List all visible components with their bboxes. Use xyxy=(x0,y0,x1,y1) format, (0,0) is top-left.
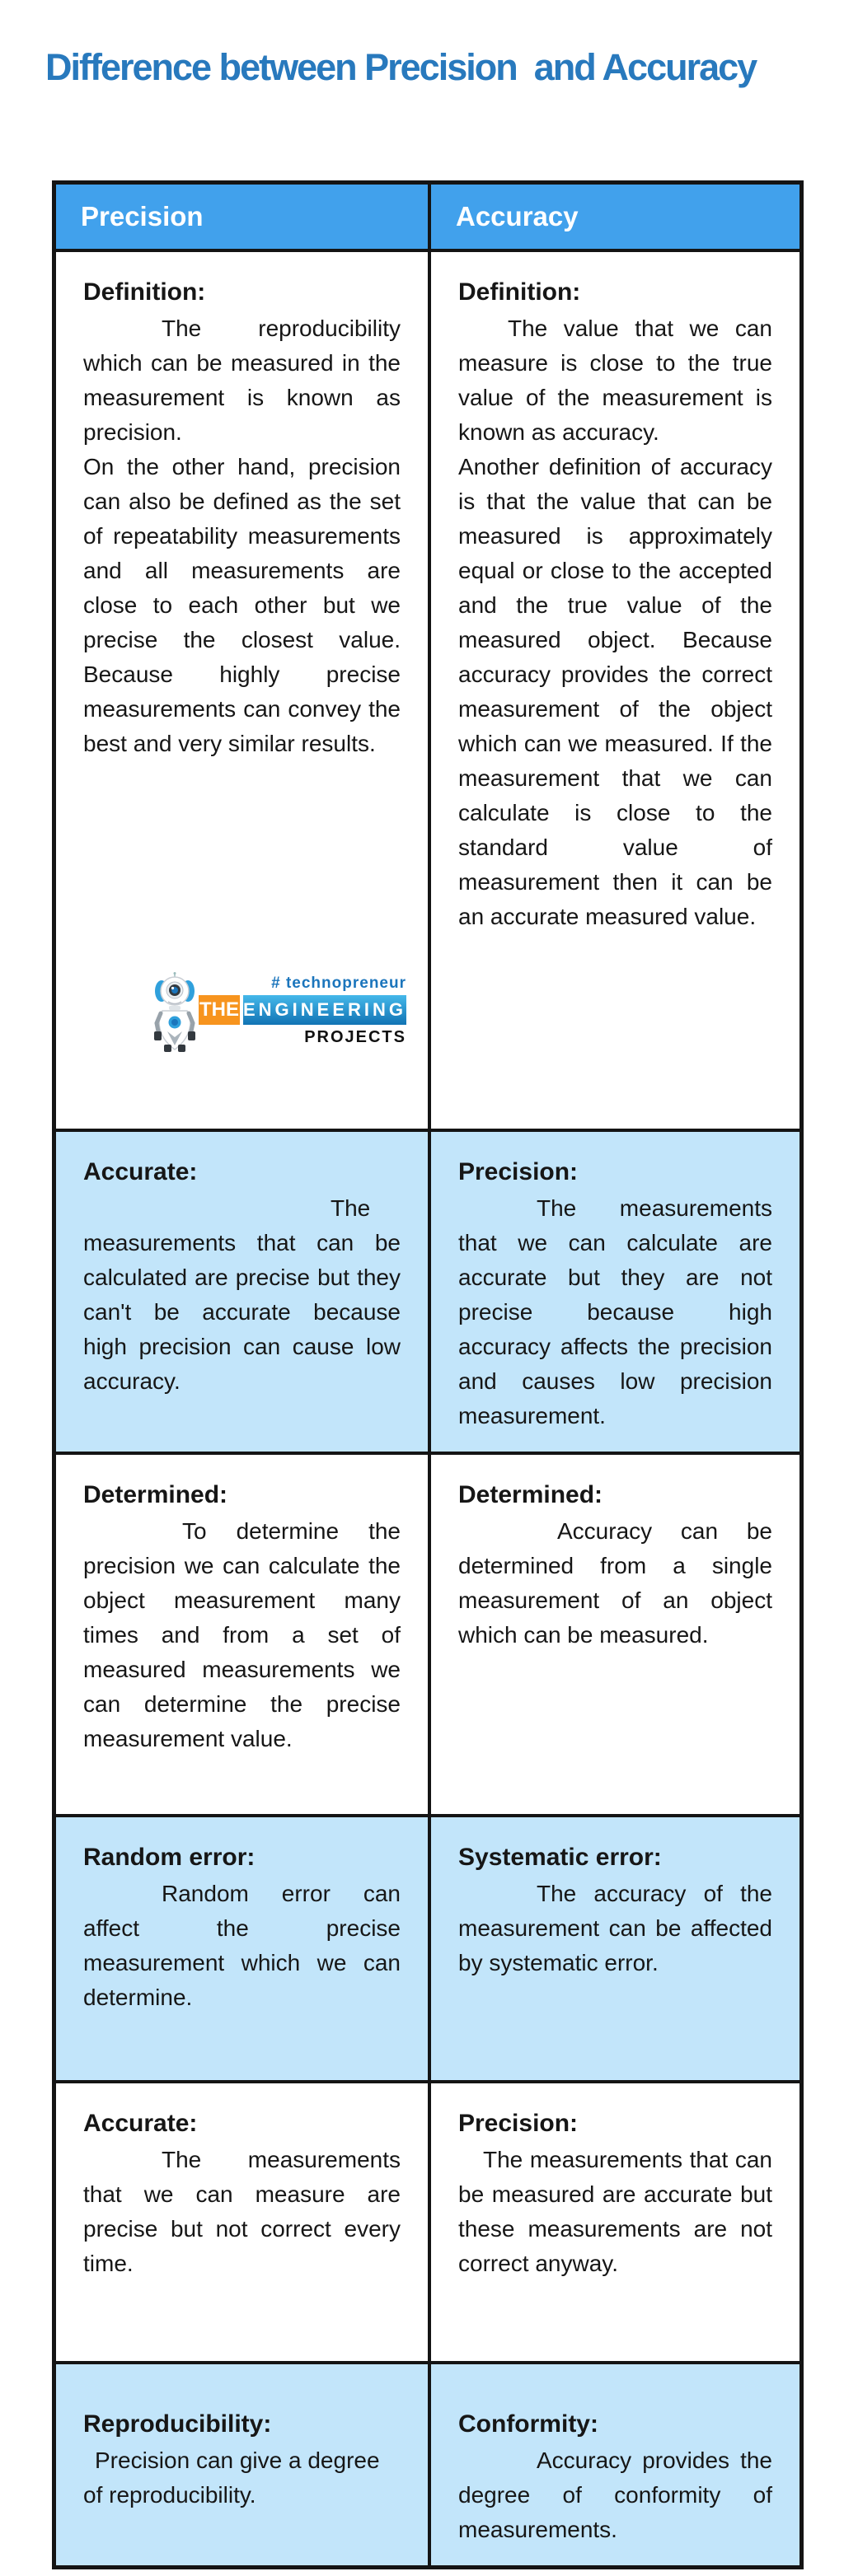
cell-heading: Accurate: xyxy=(83,2110,198,2137)
cell-paragraph: Another definition of accuracy is that the value that can be measured is approximately equal or close to the accepted and the true value of the measured object. Because accuracy provides the correct measurement of the object which can we measured. If the measurement that we can calculate is close to the standard value of measurement then it can be an accurate measured value. xyxy=(458,454,772,929)
logo-the-box: THE xyxy=(199,995,240,1025)
logo-engineering-box: ENGINEERING xyxy=(243,995,406,1025)
cell-heading: Accurate: xyxy=(83,1158,198,1185)
comparison-table xyxy=(52,180,804,2569)
logo-projects: PROJECTS xyxy=(304,1028,406,1046)
cell-heading: Determined: xyxy=(458,1481,603,1508)
table-row-correctness xyxy=(56,2080,799,2361)
cell-accuracy-precision-2 xyxy=(428,2083,799,2361)
robot-icon xyxy=(153,972,196,1053)
cell-heading: Reproducibility: xyxy=(83,2410,272,2438)
cell-precision-accurate xyxy=(56,1132,428,1452)
cell-precision-random-error xyxy=(56,1817,428,2080)
cell-paragraph: Accuracy provides the degree of conformity of measurements. xyxy=(458,2447,772,2542)
logo xyxy=(81,968,410,1092)
cell-paragraph: The accuracy of the measurement can be affected by systematic error. xyxy=(458,1881,772,1975)
column-header-accuracy: Accuracy xyxy=(428,185,799,249)
cell-precision-reproducibility xyxy=(56,2364,428,2565)
cell-paragraph: The measurements that we can measure are precise but not correct every time. xyxy=(83,2147,401,2276)
cell-accuracy-conformity xyxy=(428,2364,799,2565)
cell-accuracy-precision xyxy=(428,1132,799,1452)
cell-paragraph: Precision can give a degree of reproducibility. xyxy=(83,2447,380,2508)
cell-paragraph: Accuracy can be determined from a single measurement of an object which can be measured. xyxy=(458,1518,772,1648)
cell-paragraph: The measurements that can be calculated are precise but they can't be accurate because high precision can cause low accuracy. xyxy=(83,1195,401,1394)
table-row-errors xyxy=(56,1814,799,2080)
cell-precision-definition xyxy=(56,252,428,1129)
cell-heading: Determined: xyxy=(83,1481,228,1508)
table-row-determined xyxy=(56,1452,799,1814)
cell-paragraph: To determine the precision we can calculate the object measurement many times and from a set of measured measurements we can determine the precise measurement value. xyxy=(83,1518,401,1751)
cell-heading: Precision: xyxy=(458,2110,579,2137)
cell-heading: Definition: xyxy=(458,278,581,306)
cell-heading: Random error: xyxy=(83,1844,256,1871)
table-row-accurate-precision xyxy=(56,1129,799,1452)
cell-paragraph: The value that we can measure is close to the true value of the measurement is known as accuracy. xyxy=(458,316,772,445)
logo-hashtag: # technopreneur xyxy=(271,975,406,992)
cell-accuracy-systematic-error xyxy=(428,1817,799,2080)
cell-paragraph: The reproducibility which can be measured in the measurement is known as precision. xyxy=(83,316,401,445)
cell-heading: Conformity: xyxy=(458,2410,598,2438)
cell-precision-determined xyxy=(56,1455,428,1814)
table-header-row xyxy=(56,185,799,249)
cell-precision-accurate-2 xyxy=(56,2083,428,2361)
cell-paragraph: Random error can affect the precise measurement which we can determine. xyxy=(83,1881,401,2010)
page-title: Difference between Precision and Accuracy xyxy=(45,46,757,88)
cell-heading: Definition: xyxy=(83,278,206,306)
cell-paragraph: The measurements that we can calculate are accurate but they are not precise because high accuracy affects the precision and causes low precision measurement. xyxy=(458,1195,772,1428)
cell-heading: Systematic error: xyxy=(458,1844,662,1871)
cell-accuracy-definition xyxy=(428,252,799,1129)
cell-accuracy-determined xyxy=(428,1455,799,1814)
table-row-definition xyxy=(56,249,799,1129)
column-header-precision: Precision xyxy=(56,185,428,249)
cell-paragraph: On the other hand, precision can also be defined as the set of repeatability measurements and all measurements are close to each other but we precise the closest value. Because highly precise measurements can convey the best and very similar results. xyxy=(83,454,401,756)
cell-heading: Precision: xyxy=(458,1158,579,1185)
cell-paragraph: The measurements that can be measured are accurate but these measurements are not correct anyway. xyxy=(458,2147,772,2276)
table-row-reproducibility-conformity xyxy=(56,2361,799,2565)
